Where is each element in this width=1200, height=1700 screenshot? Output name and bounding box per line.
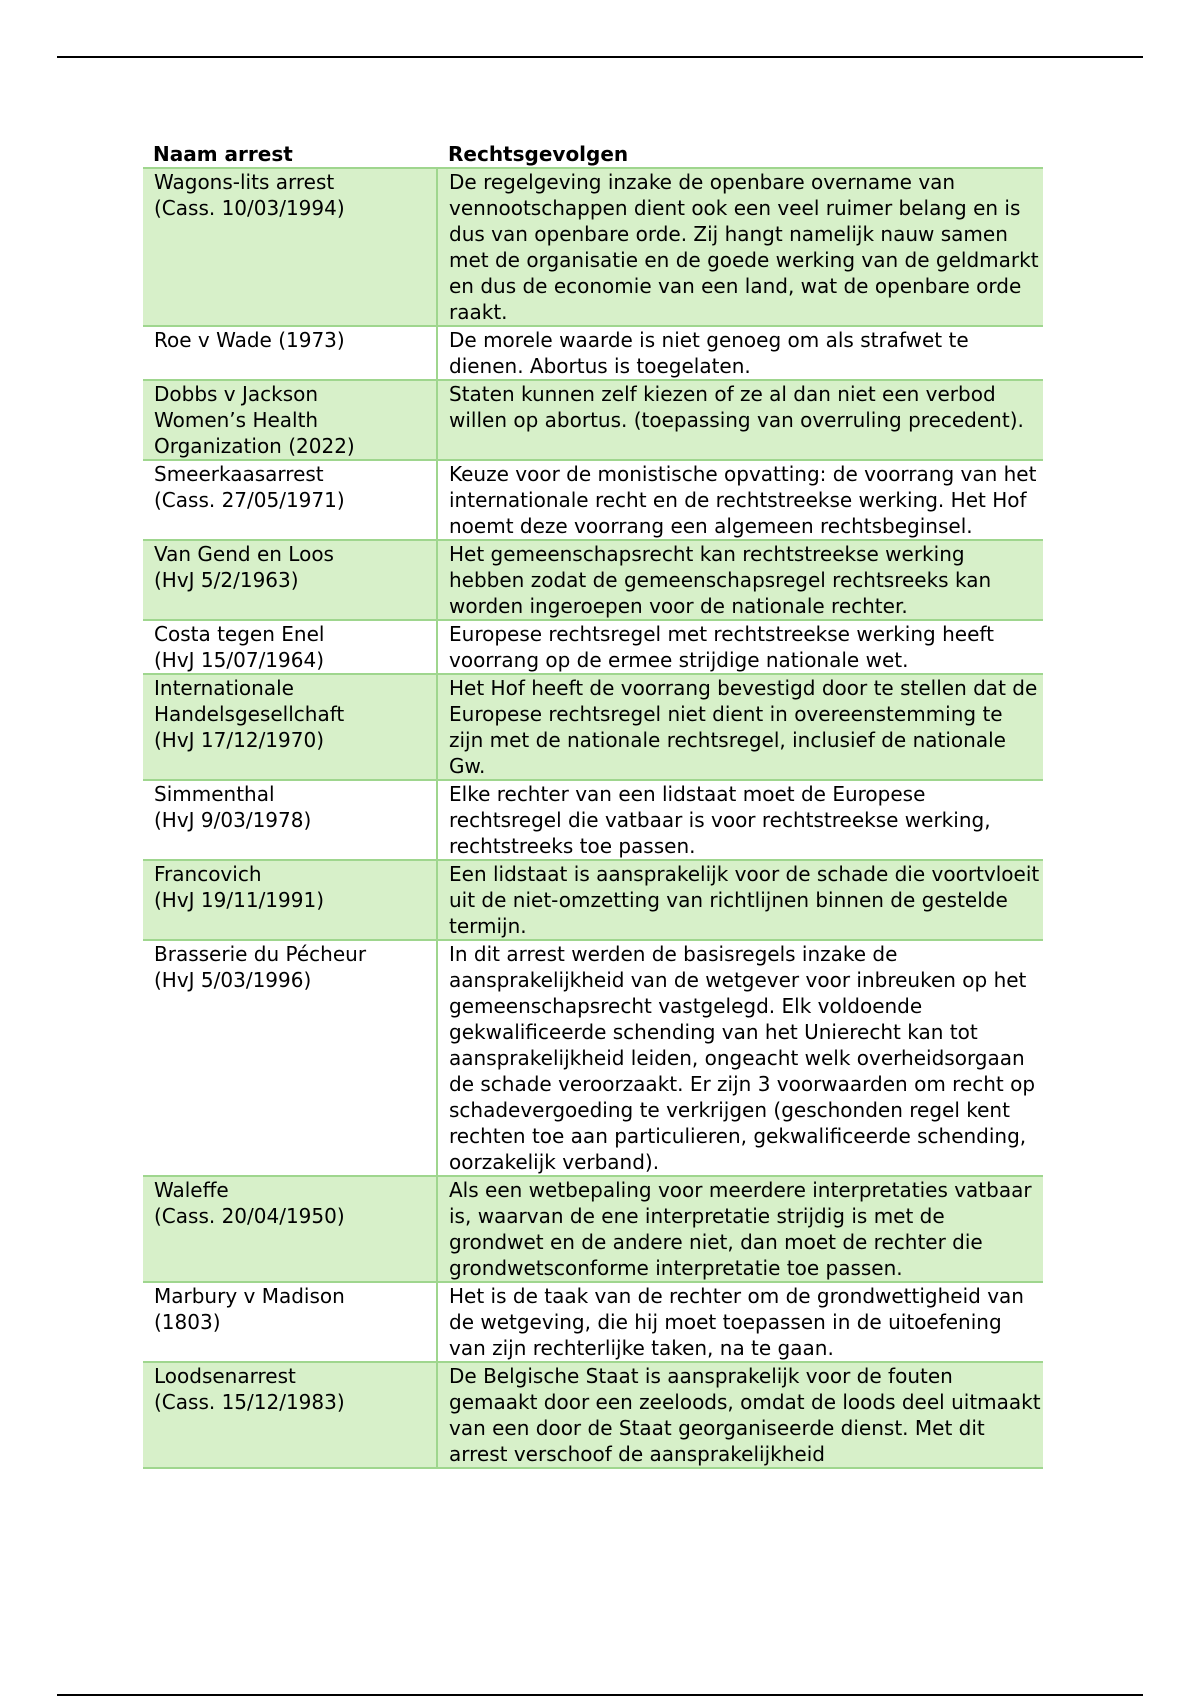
arrest-name: Roe v Wade (1973) xyxy=(143,326,437,380)
arrest-effects: Het gemeenschapsrecht kan rechtstreekse werking hebben zodat de gemeenschapsregel rechtsreeks kan worden ingeroepen voor de nationale rechter. xyxy=(437,540,1043,620)
arrest-name: Simmenthal (HvJ 9/03/1978) xyxy=(143,780,437,860)
column-header-effects: Rechtsgevolgen xyxy=(437,141,1043,168)
arrest-effects: Staten kunnen zelf kiezen of ze al dan niet een verbod willen op abortus. (toepassing van overruling precedent). xyxy=(437,380,1043,460)
arrest-effects: Het Hof heeft de voorrang bevestigd door te stellen dat de Europese rechtsregel niet dient in overeenstemming te zijn met de nationale rechtsregel, inclusief de nationale Gw. xyxy=(437,674,1043,780)
table-row xyxy=(143,168,1043,326)
bottom-rule xyxy=(57,1694,1143,1696)
arrest-effects: Een lidstaat is aansprakelijk voor de schade die voortvloeit uit de niet-omzetting van richtlijnen binnen de gestelde termijn. xyxy=(437,860,1043,940)
table-row xyxy=(143,380,1043,460)
arrest-table xyxy=(143,141,1043,1469)
table-row xyxy=(143,1176,1043,1282)
arrest-effects: De morele waarde is niet genoeg om als strafwet te dienen. Abortus is toegelaten. xyxy=(437,326,1043,380)
arrest-effects: Europese rechtsregel met rechtstreekse werking heeft voorrang op de ermee strijdige nationale wet. xyxy=(437,620,1043,674)
table-row xyxy=(143,780,1043,860)
arrest-effects: Elke rechter van een lidstaat moet de Europese rechtsregel die vatbaar is voor rechtstreekse werking, rechtstreeks toe passen. xyxy=(437,780,1043,860)
arrest-name: Costa tegen Enel (HvJ 15/07/1964) xyxy=(143,620,437,674)
arrest-name: Waleffe (Cass. 20/04/1950) xyxy=(143,1176,437,1282)
table-header-row xyxy=(143,141,1043,168)
arrest-effects: De regelgeving inzake de openbare overname van vennootschappen dient ook een veel ruimer belang en is dus van openbare orde. Zij hangt namelijk nauw samen met de organisatie en de goede werking van de geldmarkt en dus de economie van een land, wat de openbare orde raakt. xyxy=(437,168,1043,326)
arrest-effects: In dit arrest werden de basisregels inzake de aansprakelijkheid van de wetgever voor inbreuken op het gemeenschapsrecht vastgelegd. Elk voldoende gekwalificeerde schending van het Unierecht kan tot aansprakelijkheid leiden, ongeacht welk overheidsorgaan de schade veroorzaakt. Er zijn 3 voorwaarden om recht op schadevergoeding te verkrijgen (geschonden regel kent rechten toe aan particulieren, gekwalificeerde schending, oorzakelijk verband). xyxy=(437,940,1043,1176)
arrest-name: Internationale Handelsgesellchaft (HvJ 17/12/1970) xyxy=(143,674,437,780)
arrest-name: Dobbs v Jackson Women’s Health Organization (2022) xyxy=(143,380,437,460)
table-row xyxy=(143,620,1043,674)
arrest-effects: Als een wetbepaling voor meerdere interpretaties vatbaar is, waarvan de ene interpretatie strijdig is met de grondwet en de andere niet, dan moet de rechter die grondwetsconforme interpretatie toe passen. xyxy=(437,1176,1043,1282)
arrest-effects: Keuze voor de monistische opvatting: de voorrang van het internationale recht en de rechtstreekse werking. Het Hof noemt deze voorrang een algemeen rechtsbeginsel. xyxy=(437,460,1043,540)
arrest-effects: Het is de taak van de rechter om de grondwettigheid van de wetgeving, die hij moet toepassen in de uitoefening van zijn rechterlijke taken, na te gaan. xyxy=(437,1282,1043,1362)
top-rule xyxy=(57,56,1143,58)
column-header-name: Naam arrest xyxy=(143,141,437,168)
table-row xyxy=(143,326,1043,380)
arrest-effects: De Belgische Staat is aansprakelijk voor de fouten gemaakt door een zeeloods, omdat de loods deel uitmaakt van een door de Staat georganiseerde dienst. Met dit arrest verschoof de aansprakelijkheid xyxy=(437,1362,1043,1468)
table-row xyxy=(143,540,1043,620)
table-row xyxy=(143,860,1043,940)
arrest-name: Smeerkaasarrest (Cass. 27/05/1971) xyxy=(143,460,437,540)
arrest-name: Brasserie du Pécheur (HvJ 5/03/1996) xyxy=(143,940,437,1176)
arrest-name: Marbury v Madison (1803) xyxy=(143,1282,437,1362)
table-row xyxy=(143,1282,1043,1362)
table-row xyxy=(143,674,1043,780)
table-row xyxy=(143,460,1043,540)
arrest-name: Francovich (HvJ 19/11/1991) xyxy=(143,860,437,940)
arrest-name: Wagons-lits arrest (Cass. 10/03/1994) xyxy=(143,168,437,326)
arrest-name: Van Gend en Loos (HvJ 5/2/1963) xyxy=(143,540,437,620)
table-row xyxy=(143,1362,1043,1468)
table-row xyxy=(143,940,1043,1176)
arrest-name: Loodsenarrest (Cass. 15/12/1983) xyxy=(143,1362,437,1468)
